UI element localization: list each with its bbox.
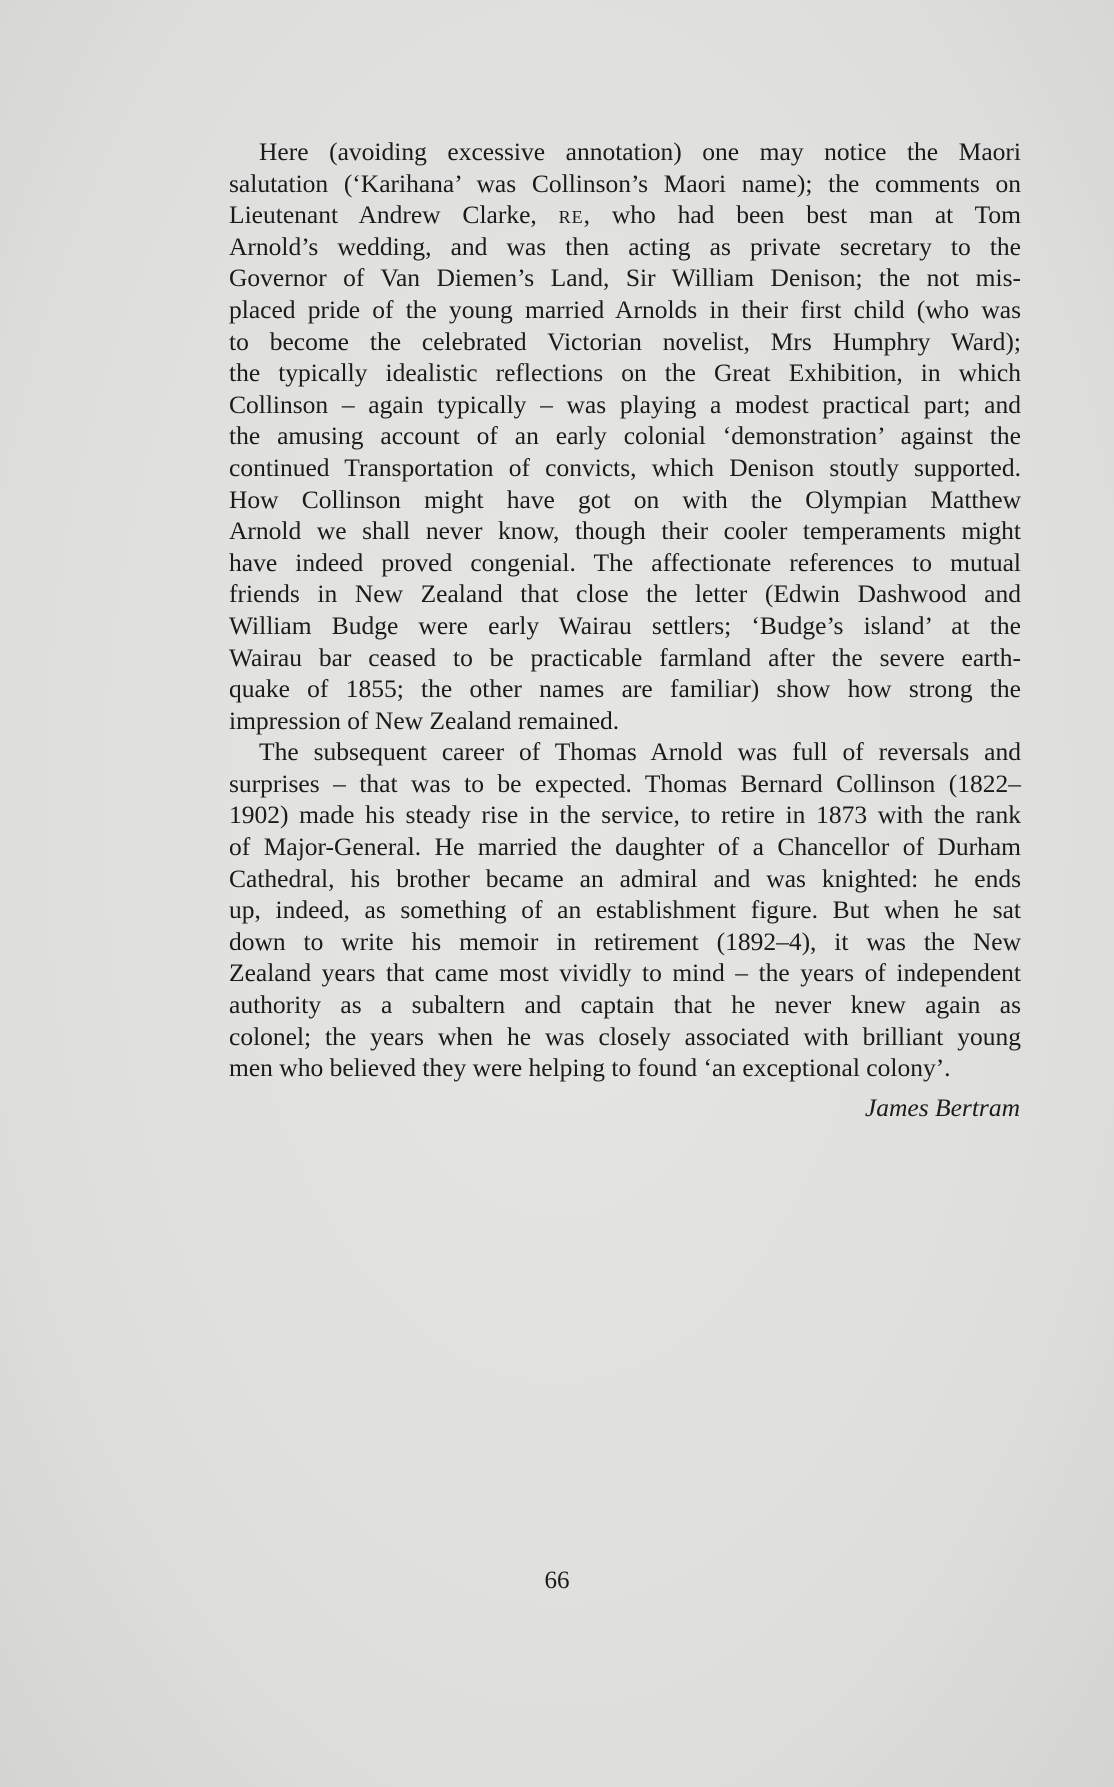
text-line: 1902) made his steady rise in the service, to retire in 1873 with the rank	[229, 800, 1021, 830]
text-line: the typically idealistic reflections on the Great Exhibition, in which	[229, 358, 1021, 388]
text-line: Governor of Van Diemen’s Land, Sir William Denison; the not mis-	[229, 263, 1021, 293]
text-line: impression of New Zealand remained.	[229, 705, 620, 735]
paragraph-1	[199, 136, 1021, 736]
text-line: men who believed they were helping to found ‘an exceptional colony’.	[229, 1053, 951, 1083]
text-line: Arnold’s wedding, and was then acting as private secretary to the	[229, 231, 1021, 261]
text-line: Here (avoiding excessive annotation) one may notice the Maori	[259, 137, 1021, 166]
author-signature: James Bertram	[864, 1093, 1020, 1122]
text-line: continued Transportation of convicts, which Denison stoutly supported.	[229, 452, 1021, 482]
text-line: the amusing account of an early colonial ‘demonstration’ against the	[229, 421, 1021, 451]
text-line: friends in New Zealand that close the letter (Edwin Dashwood and	[229, 579, 1021, 609]
text-line: to become the celebrated Victorian novelist, Mrs Humphry Ward);	[229, 326, 1021, 356]
text-line: of Major-General. He married the daughter of a Chancellor of Durham	[229, 832, 1021, 862]
body-text	[199, 136, 1021, 1084]
text-line: Cathedral, his brother became an admiral and was knighted: he ends	[229, 863, 1021, 893]
text-line: up, indeed, as something of an establishment figure. But when he sat	[229, 895, 1021, 925]
text-line: down to write his memoir in retirement (1892–4), it was the New	[229, 926, 1021, 956]
text-line: Arnold we shall never know, though their cooler temperaments might	[229, 516, 1021, 546]
text-line: How Collinson might have got on with the Olympian Matthew	[229, 484, 1021, 514]
text-line: placed pride of the young married Arnolds in their first child (who was	[229, 294, 1021, 324]
text-line: Zealand years that came most vividly to mind – the years of independent	[229, 958, 1021, 988]
text-line: salutation (‘Karihana’ was Collinson’s Maori name); the comments on	[229, 168, 1021, 198]
text-line-part: Lieutenant Andrew Clarke, re, who had been best man at Tom	[229, 200, 1021, 230]
abbreviation: re	[558, 200, 584, 230]
text-line: quake of 1855; the other names are familiar) show how strong the	[229, 674, 1021, 704]
text-line: surprises – that was to be expected. Thomas Bernard Collinson (1822–	[229, 768, 1021, 798]
text-line: Collinson – again typically – was playing a modest practical part; and	[229, 389, 1021, 419]
text-line: Wairau bar ceased to be practicable farmland after the severe earth-	[229, 642, 1021, 672]
paragraph-2	[199, 736, 1021, 1084]
text-line: colonel; the years when he was closely associated with brilliant young	[229, 1021, 1021, 1051]
page-number: 66	[544, 1567, 570, 1594]
text-line: have indeed proved congenial. The affectionate references to mutual	[229, 547, 1021, 577]
text-line: authority as a subaltern and captain that he never knew again as	[229, 990, 1021, 1020]
text-line: The subsequent career of Thomas Arnold was full of reversals and	[259, 737, 1021, 767]
text-line	[199, 199, 1021, 231]
text-line: William Budge were early Wairau settlers; ‘Budge’s island’ at the	[229, 610, 1021, 640]
